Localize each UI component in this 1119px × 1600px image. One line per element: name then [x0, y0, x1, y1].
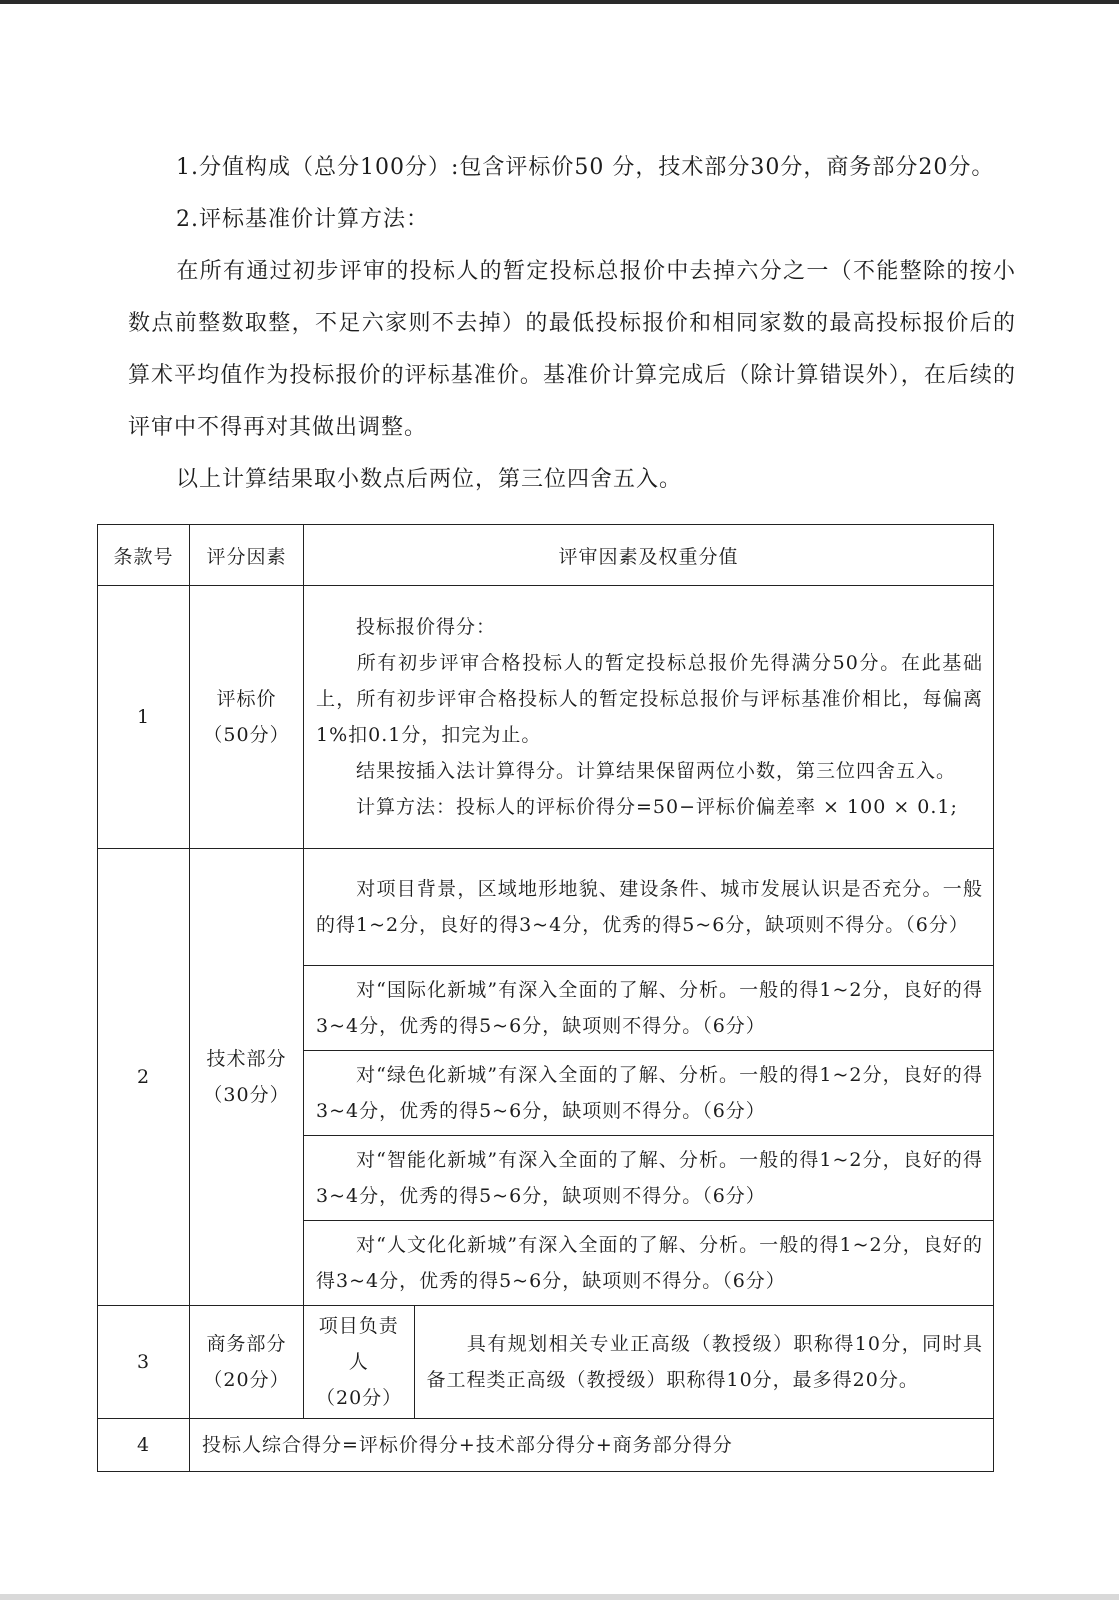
row3-factor-label: 商务部分: [206, 1333, 287, 1355]
header-clause-no: 条款号: [98, 525, 190, 586]
intro-text-1: 1.分值构成（总分100分）:包含评标价50 分，技术部分30分，商务部分20分。: [176, 155, 995, 180]
row4-summary: 投标人综合得分=评标价得分+技术部分得分+商务部分得分: [190, 1419, 994, 1472]
table-row: [98, 849, 994, 966]
row3-sub-factor-score: （20分）: [316, 1387, 403, 1409]
row3-factor-score: （20分）: [203, 1369, 290, 1391]
row3-criteria: [304, 1306, 994, 1419]
row3-sub-factor-label: 项目负责人: [318, 1315, 399, 1373]
row2-item-4: 对“智能化新城”有深入全面的了解、分析。一般的得1~2分，良好的得3~4分，优秀的得5~6分，缺项则不得分。（6分）: [304, 1136, 994, 1221]
row2-factor-score: （30分）: [203, 1084, 290, 1106]
intro-paragraph-1: [128, 142, 1016, 194]
intro-text-4: 以上计算结果取小数点后两位，第三位四舍五入。: [176, 467, 683, 492]
row2-factor: [190, 849, 304, 1306]
row3-sub-criteria: 具有规划相关专业正高级（教授级）职称得10分，同时具备工程类正高级（教授级）职称得10分，最多得20分。: [426, 1333, 983, 1391]
row1-line-2: 所有初步评审合格投标人的暂定投标总报价先得满分50分。在此基础上，所有初步评审合格投标人的暂定投标总报价与评标基准价相比，每偏离1%扣0.1分，扣完为止。: [316, 652, 983, 746]
bottom-rule: [0, 1594, 1119, 1600]
row1-criteria: [304, 586, 994, 849]
row1-line-1: 投标报价得分：: [356, 616, 497, 638]
row3-factor: [190, 1306, 304, 1419]
row4-clause-no: 4: [98, 1419, 190, 1472]
table-header-row: [98, 525, 994, 586]
intro-paragraph-4: [128, 454, 1016, 506]
scoring-table: [97, 524, 994, 1472]
row2-item-5: 对“人文化化新城”有深入全面的了解、分析。一般的得1~2分，良好的得3~4分，优秀的得5~6分，缺项则不得分。（6分）: [304, 1221, 994, 1306]
row2-item-1: 对项目背景，区域地形地貌、建设条件、城市发展认识是否充分。一般的得1~2分，良好的得3~4分，优秀的得5~6分，缺项则不得分。（6分）: [304, 849, 994, 966]
top-rule: [0, 0, 1119, 4]
header-criteria: 评审因素及权重分值: [304, 525, 994, 586]
row2-item-3: 对“绿色化新城”有深入全面的了解、分析。一般的得1~2分，良好的得3~4分，优秀的得5~6分，缺项则不得分。（6分）: [304, 1051, 994, 1136]
row2-factor-label: 技术部分: [206, 1048, 287, 1070]
row1-line-3: 结果按插入法计算得分。计算结果保留两位小数，第三位四舍五入。: [356, 760, 957, 782]
row3-sub-factor: [304, 1306, 414, 1418]
row2-clause-no: 2: [98, 849, 190, 1306]
row1-clause-no: 1: [98, 586, 190, 849]
row3-inner-table: [304, 1306, 993, 1418]
table-row: [98, 1419, 994, 1472]
row1-factor-label: 评标价: [216, 688, 277, 710]
table-row: [98, 586, 994, 849]
row2-item-2: 对“国际化新城”有深入全面的了解、分析。一般的得1~2分，良好的得3~4分，优秀的得5~6分，缺项则不得分。（6分）: [304, 966, 994, 1051]
intro-text-2: 2.评标基准价计算方法：: [176, 207, 429, 232]
row1-factor: [190, 586, 304, 849]
intro-text-3: 在所有通过初步评审的投标人的暂定投标总报价中去掉六分之一（不能整除的按小数点前整数取整，不足六家则不去掉）的最低投标报价和相同家数的最高投标报价后的算术平均值作为投标报价的评标基准价。基准价计算完成后（除计算错误外），在后续的评审中不得再对其做出调整。: [128, 259, 1016, 440]
row1-factor-score: （50分）: [203, 724, 290, 746]
header-factor: 评分因素: [190, 525, 304, 586]
row1-line-4: 计算方法：投标人的评标价得分=50−评标价偏差率 × 100 × 0.1;: [356, 796, 958, 818]
intro-paragraph-2: [128, 194, 1016, 246]
intro-paragraph-3: [128, 246, 1016, 454]
row3-clause-no: 3: [98, 1306, 190, 1419]
table-row: [98, 1306, 994, 1419]
